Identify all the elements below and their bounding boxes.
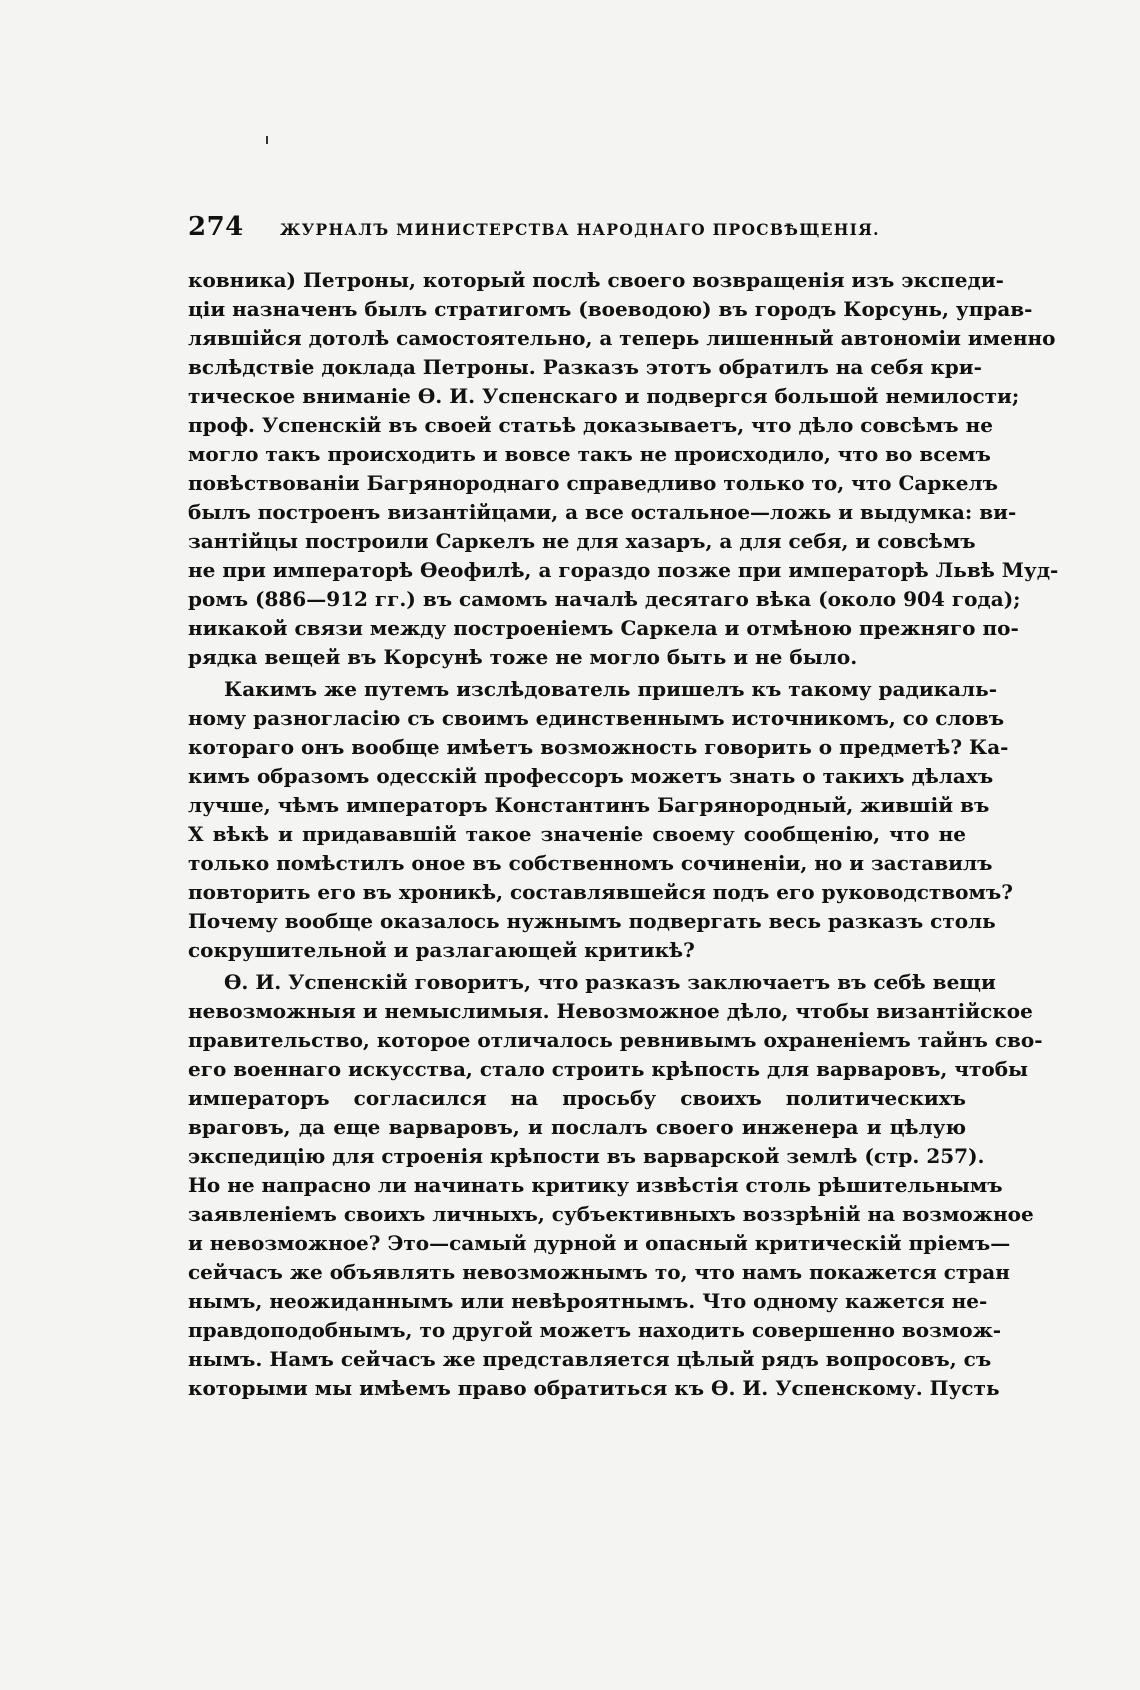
text-line: проф. Успенскій въ своей статьѣ доказываетъ, что дѣло совсѣмъ не — [188, 413, 993, 437]
page-number: 274 — [188, 212, 244, 242]
running-title: ЖУРНАЛЪ МИНИСТЕРСТВА НАРОДНАГО ПРОСВѢЩЕНІЯ. — [280, 220, 880, 239]
text-line: правительство, которое отличалось ревнивымъ охраненіемъ тайнъ сво- — [188, 1028, 1043, 1052]
text-line: тическое вниманіе Ѳ. И. Успенскаго и подвергся большой немилости; — [188, 384, 1020, 408]
text-line: ромъ (886—912 гг.) въ самомъ началѣ десятаго вѣка (около 904 года); — [188, 587, 1021, 611]
text-line: ковника) Петроны, который послѣ своего возвращенія изъ экспеди- — [188, 268, 1004, 292]
text-line: былъ построенъ византійцами, а все остальное—ложь и выдумка: ви- — [188, 500, 1017, 524]
text-line: враговъ, да еще варваровъ, и послалъ своего инженера и цѣлую — [188, 1115, 966, 1139]
text-line: и невозможное? Это—самый дурной и опасный критическій пріемъ— — [188, 1231, 1011, 1255]
paragraph-start-line: Какимъ же путемъ изслѣдователь пришелъ къ такому радикаль- — [224, 677, 998, 701]
text-line: зантійцы построили Саркелъ не для хазаръ, а для себя, и совсѣмъ — [188, 529, 976, 553]
text-line: невозможныя и немыслимыя. Невозможное дѣло, чтобы византійское — [188, 999, 1033, 1023]
text-line: котораго онъ вообще имѣетъ возможность говорить о предметѣ? Ка- — [188, 735, 1009, 759]
text-line: его военнаго искусства, стало строить крѣпость для варваровъ, чтобы — [188, 1057, 1029, 1081]
text-line: повторить его въ хроникѣ, составлявшейся подъ его руководствомъ? — [188, 880, 1013, 904]
text-line: нымъ. Намъ сейчасъ же представляется цѣлый рядъ вопросовъ, съ — [188, 1347, 992, 1371]
text-line: которыми мы имѣемъ право обратиться къ Ѳ. И. Успенскому. Пусть — [188, 1376, 1000, 1400]
text-line: не при императорѣ Ѳеофилѣ, а гораздо позже при императорѣ Львѣ Муд- — [188, 558, 1059, 582]
paragraph-start-line: Ѳ. И. Успенскій говоритъ, что разказъ заключаетъ въ себѣ вещи — [224, 970, 996, 994]
text-line: Почему вообще оказалось нужнымъ подвергать весь разказъ столь — [188, 909, 996, 933]
text-line: ному разногласію съ своимъ единственнымъ источникомъ, со словъ — [188, 706, 1005, 730]
paragraph-end-line: рядка вещей въ Корсунѣ тоже не могло быть и не было. — [188, 645, 858, 669]
text-line: заявленіемъ своихъ личныхъ, субъективныхъ воззрѣній на возможное — [188, 1202, 1034, 1226]
paragraph-end-line: сокрушительной и разлагающей критикѣ? — [188, 938, 695, 962]
text-line: лявшійся дотолѣ самостоятельно, а теперь лишенный автономіи именно — [188, 326, 1056, 350]
body-text — [188, 266, 1059, 1403]
text-line: кимъ образомъ одесскій профессоръ можетъ знать о такихъ дѣлахъ — [188, 764, 994, 788]
text-line: ціи назначенъ былъ стратигомъ (воеводою) въ городъ Корсунь, управ- — [188, 297, 1033, 321]
text-line: Но не напрасно ли начинать критику извѣстія столь рѣшительнымъ — [188, 1173, 1003, 1197]
text-line: вслѣдствіе доклада Петроны. Разказъ этотъ обратилъ на себя кри- — [188, 355, 982, 379]
text-line: могло такъ происходить и вовсе такъ не происходило, что во всемъ — [188, 442, 991, 466]
text-line: правдоподобнымъ, то другой можетъ находить совершенно возмож- — [188, 1318, 1002, 1342]
text-line: сейчасъ же объявлять невозможнымъ то, что намъ покажется стран — [188, 1260, 1010, 1284]
text-line: повѣствованіи Багрянороднаго справедливо только то, что Саркелъ — [188, 471, 998, 495]
text-line: императоръ согласился на просьбу своихъ политическихъ — [188, 1086, 966, 1110]
text-line: никакой связи между построеніемъ Саркела и отмѣною прежняго по- — [188, 616, 1019, 640]
text-line: только помѣстилъ оное въ собственномъ сочиненіи, но и заставилъ — [188, 851, 993, 875]
text-line: нымъ, неожиданнымъ или невѣроятнымъ. Что одному кажется не- — [188, 1289, 988, 1313]
scan-speck — [266, 136, 268, 144]
text-line: лучше, чѣмъ императоръ Константинъ Багрянородный, жившій въ — [188, 793, 990, 817]
text-line: экспедицію для строенія крѣпости въ варварской землѣ (стр. 257). — [188, 1144, 985, 1168]
text-line: X вѣкѣ и придававшій такое значеніе своему сообщенію, что не — [188, 822, 966, 846]
page-header — [188, 212, 958, 246]
